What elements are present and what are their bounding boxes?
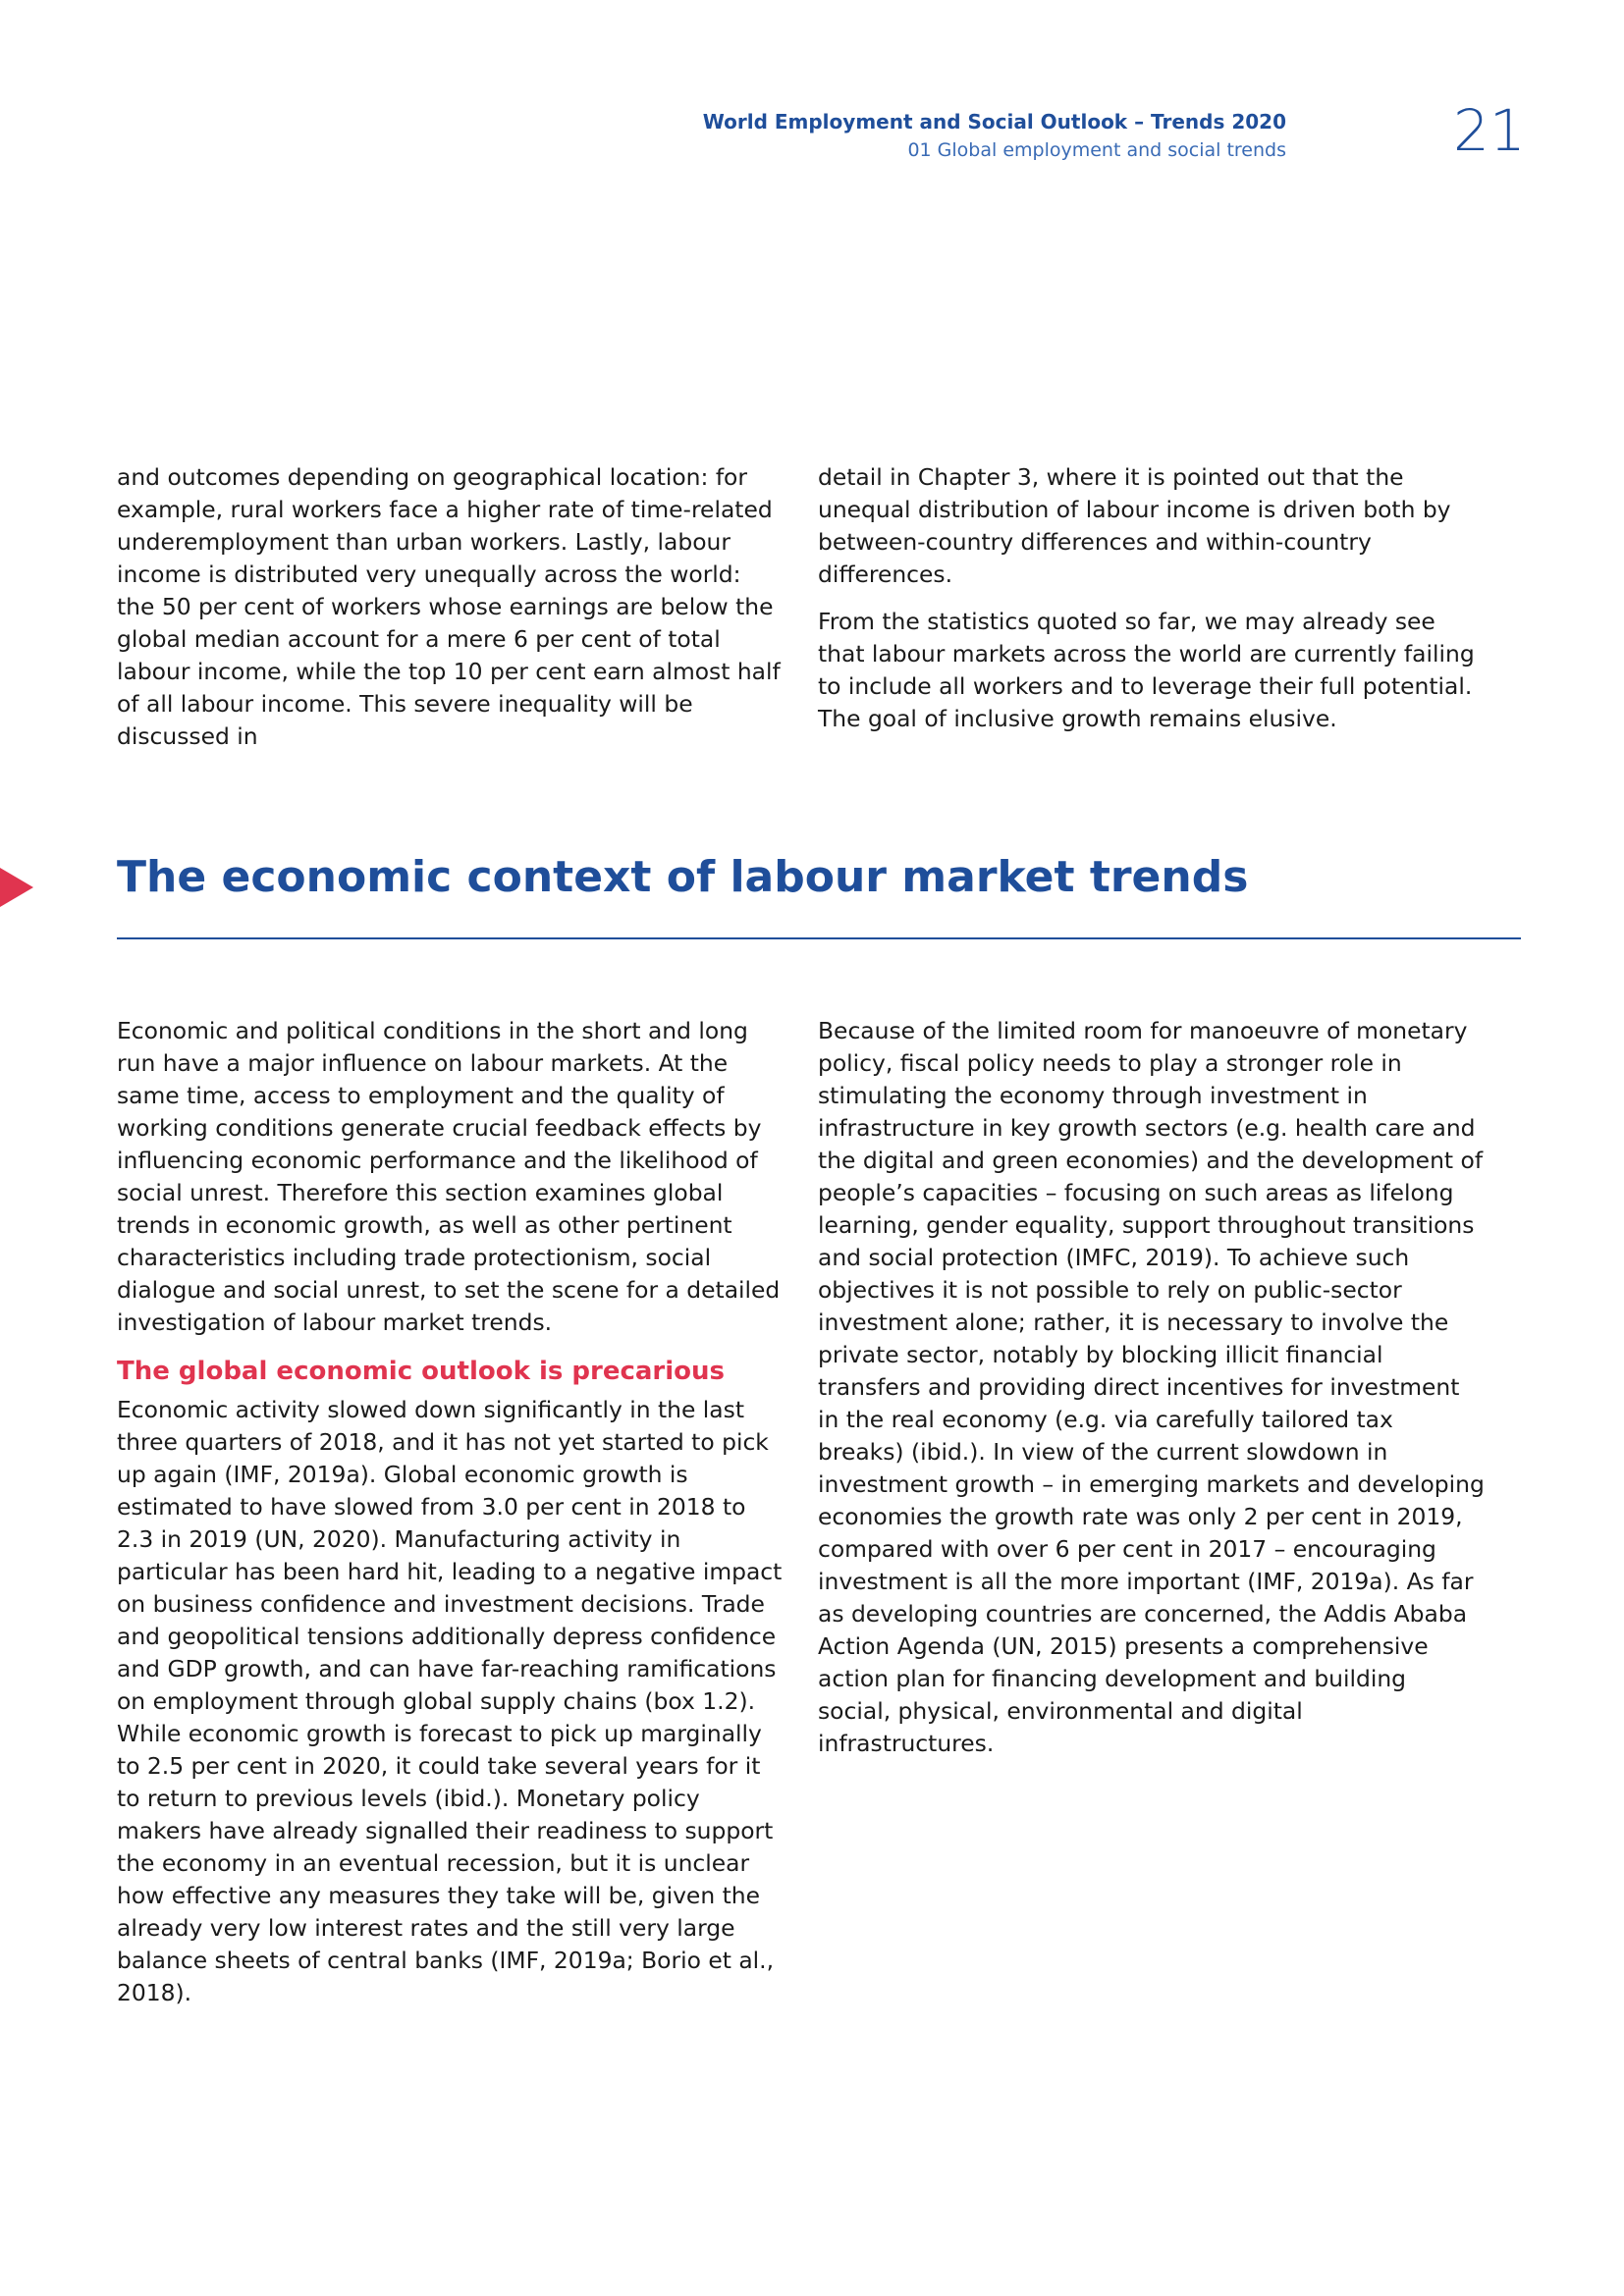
section-divider [117, 937, 1521, 939]
page-number: 21 [1453, 97, 1526, 164]
running-header-chapter: 01 Global employment and social trends [907, 139, 1286, 161]
intro-paragraph: Economic and political conditions in the short and long run have a major influence on labour markets. At the same time, access to employment and the quality of working conditions generate crucial feedback effects by influencing economic performance and the likelihood of social unrest. Therefore this section examines global trends in economic growth, as well as other pertinent characteristics including trade protectionism, social dialogue and social unrest, to set the scene for a detailed investigation of labour market trends. [117, 1017, 781, 1336]
paragraph: and outcomes depending on geographical location: for example, rural workers face a higher rate of time-related underemployment than urban workers. Lastly, labour income is distributed very unequally across the world: the 50 per cent of workers whose earnings are below the global median account for a mere 6 per cent of total labour income, while the top 10 per cent earn almost half of all labour income. This severe inequality will be discussed in [117, 463, 781, 750]
top-left-column [117, 461, 785, 753]
top-right-column [818, 461, 1486, 735]
paragraph: From the statistics quoted so far, we may already see that labour markets across the world are currently failing to include all workers and to leverage their full potential. The goal of inclusive growth remains elusive. [818, 608, 1475, 732]
paragraph: detail in Chapter 3, where it is pointed out that the unequal distribution of labour income is driven both by between-country differences and within-country differences. [818, 463, 1451, 588]
policy-paragraph: Because of the limited room for manoeuvre of monetary policy, fiscal policy needs to play a stronger role in stimulating the economy through investment in infrastructure in key growth sectors (e.g. health care and the digital and green economies) and the development of people’s capacities – focusing on such areas as lifelong learning, gender equality, support throughout transitions and social protection (IMFC, 2019). To achieve such objectives it is not possible to rely on public-sector investment alone; rather, it is necessary to involve the private sector, notably by blocking illicit financial transfers and providing direct incentives for investment in the real economy (e.g. via carefully tailored tax breaks) (ibid.). In view of the current slowdown in investment growth – in emerging markets and developing economies the growth rate was only 2 per cent in 2019, compared with over 6 per cent in 2017 – encouraging investment is all the more important (IMF, 2019a). As far as developing countries are concerned, the Addis Ababa Action Agenda (UN, 2015) presents a comprehensive action plan for financing development and building social, physical, environmental and digital infrastructures. [818, 1017, 1485, 1757]
body-left-column [117, 1015, 785, 2009]
body-right-column [818, 1015, 1486, 1760]
subheading: The global economic outlook is precarious [117, 1357, 726, 1386]
running-header-title: World Employment and Social Outlook – Trends 2020 [702, 110, 1286, 133]
section-heading: The economic context of labour market trends [117, 852, 1249, 902]
section-marker-triangle-icon [0, 868, 33, 907]
outlook-paragraph: Economic activity slowed down significantly in the last three quarters of 2018, and it has not yet started to pick up again (IMF, 2019a). Global economic growth is estimated to have slowed from 3.0 per cent in 2018 to 2.3 in 2019 (UN, 2020). Manufacturing activity in particular has been hard hit, leading to a negative impact on business confidence and investment decisions. Trade and geopolitical tensions additionally depress confidence and GDP growth, and can have far-reaching ramifications on employment through global supply chains (box 1.2). While economic growth is forecast to pick up marginally to 2.5 per cent in 2020, it could take several years for it to return to previous levels (ibid.). Monetary policy makers have already signalled their readiness to support the economy in an eventual recession, but it is unclear how effective any measures they take will be, given the already very low interest rates and the still very large balance sheets of central banks (IMF, 2019a; Borio et al., 2018). [117, 1396, 783, 2006]
